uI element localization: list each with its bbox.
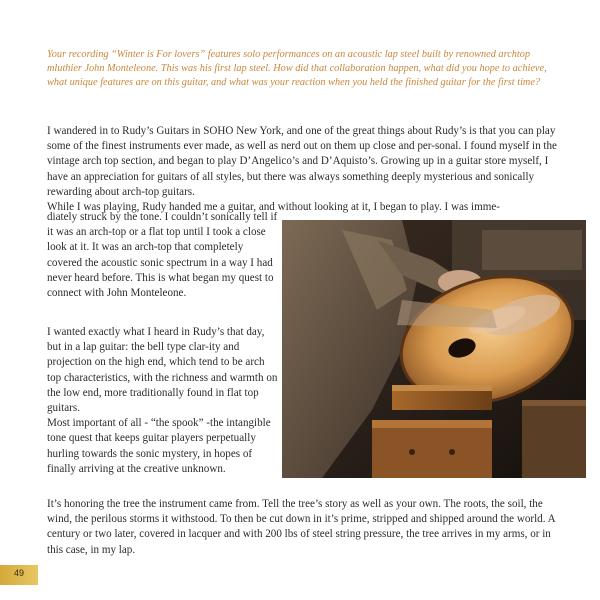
interview-question: Your recording “Winter is For lovers” features solo performances on an acoustic lap steel built by renowned archtop mluthier John Monteleone. This was his first lap steel. How did that collaboration happen, what did you hope to achieve, what unique features are on this guitar, and what was your reaction when you held the finished guitar for the first time? (47, 49, 547, 88)
luthier-sanding-guitar-illustration (282, 220, 586, 478)
paragraph-the-spook: Most important of all - “the spook” -the intangible tone quest that keeps guitar players perpetually hurling towards the sonic mystery, in hopes of finally arriving at the creative unknown. (47, 417, 271, 475)
body-intro (47, 124, 557, 215)
text-column-lap-guitar (47, 325, 281, 477)
page-number: 49 (13, 568, 24, 578)
guitar-workshop-photo (282, 220, 586, 478)
paragraph-rudy-handed-guitar-start: While I was playing, Rudy handed me a guitar, and without looking at it, I began to play. I was imme- (47, 201, 500, 214)
paragraph-lap-guitar-wish: I wanted exactly what I heard in Rudy’s that day, but in a lap guitar: the bell type clar-ity and projection on the high end, which tend to be arch top characteristics, with the richness and warmth on the low end, more traditionally found in flat top guitars. (47, 326, 278, 415)
paragraph-tone-discovery: diately struck by the tone. I couldn’t sonically tell if it was an arch-top or a flat top until I took a close look at it. It was an arch-top that completely covered the acoustic sonic spectrum in a way I had never heard before. This is what began my quest to connect with John Monteleone. (47, 211, 278, 300)
paragraph-honoring-the-tree: It’s honoring the tree the instrument came from. Tell the tree’s story as well as your own. The roots, the soil, the wind, the perilous storms it withstood. To then be cut down in it’s prime, stripped and shipped around the world. A century or two later, covered in lacquer and with 200 lbs of steel string pressure, the tree arrives in my arms, or in this case, in my lap. (47, 498, 556, 556)
paragraph-rudys-guitars: I wandered in to Rudy’s Guitars in SOHO New York, and one of the great things about Rudy’s is that you can play some of the finest instruments ever made, as well as nerd out on them up close and per-sonal. I found myself in the vintage arch top section, and began to play D’Angelico’s and D’Aquisto’s. Growing up in a guitar store myself, I have an appreciation for guitars of all styles, but there was always something deeply mysterious and sonically rewarding about arch-top guitars. (47, 125, 557, 198)
